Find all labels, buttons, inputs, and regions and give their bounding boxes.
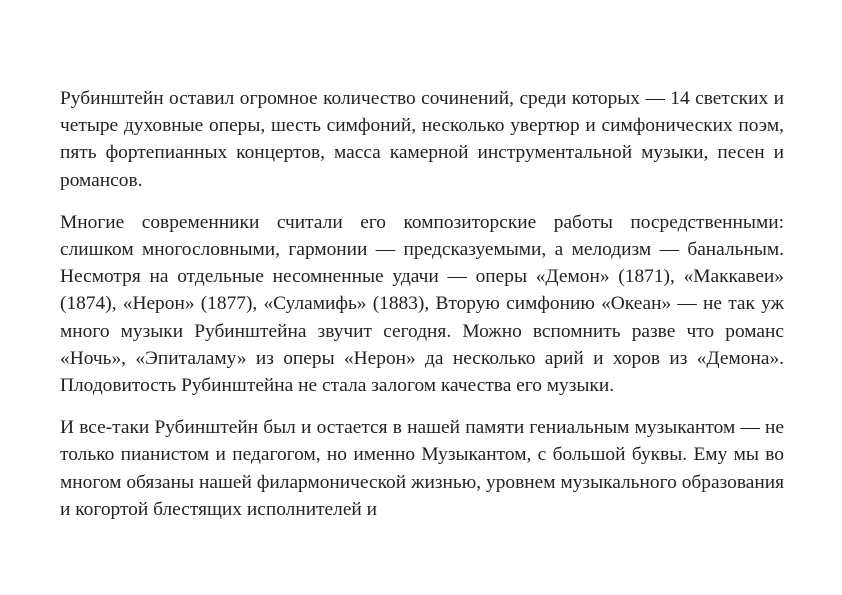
paragraph-1: Рубинштейн оставил огромное количество сочинений, среди которых — 14 светских и четыре духовные оперы, шесть симфоний, несколько увертюр и симфонических поэм, пять фортепианных концертов, масса камерной инструментальной музыки, песен и романсов. <box>60 88 784 191</box>
paragraph-3: И все-таки Рубинштейн был и остается в нашей памяти гениальным музыкантом — не только пианистом и педагогом, но именно Музыкантом, с большой буквы. Ему мы во многом обязаны нашей филармонической жизнью, уровнем музыкального образования и когортой блестящих исполнителей и <box>60 417 784 520</box>
body-text <box>60 85 784 538</box>
paragraph-2: Многие современники считали его композиторские работы посредственными: слишком многословными, гармонии — предсказуемыми, а мелодизм — банальным. Несмотря на отдельные несомненные удачи — оперы «Демон» (1871), «Маккавеи» (1874), «Нерон» (1877), «Суламифь» (1883), Вторую симфонию «Океан» — не так уж много музыки Рубинштейна звучит сегодня. Можно вспомнить разве что романс «Ночь», «Эпиталаму» из оперы «Нерон» да несколько арий и хоров из «Демона». Плодовитость Рубинштейна не стала залогом качества его музыки. <box>60 211 784 397</box>
